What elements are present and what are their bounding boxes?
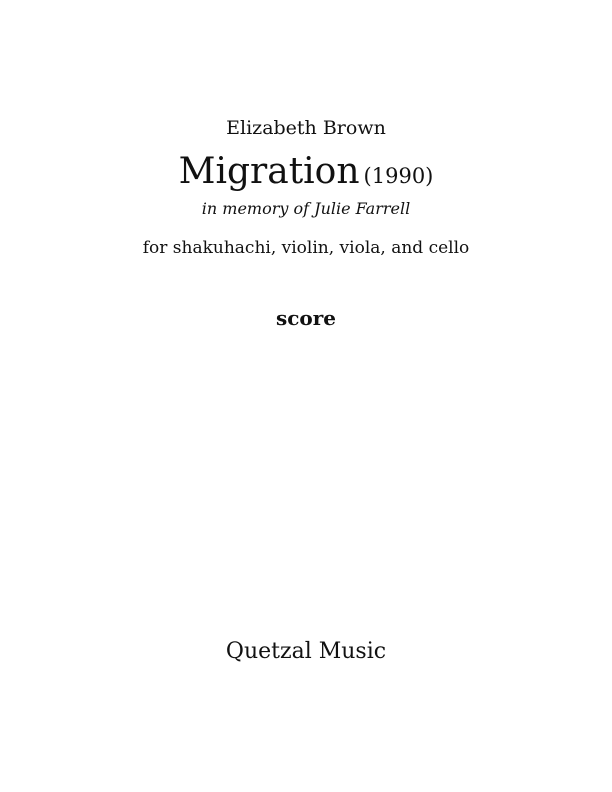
- work-title: Migration: [178, 151, 360, 192]
- work-year: (1990): [363, 164, 434, 188]
- instrumentation: for shakuhachi, violin, viola, and cello: [142, 238, 470, 258]
- composer-name: Elizabeth Brown: [226, 117, 386, 139]
- dedication: in memory of Julie Farrell: [201, 199, 411, 218]
- document-type-label: score: [275, 306, 337, 330]
- title-line: [0, 150, 612, 200]
- publisher-name: Quetzal Music: [225, 639, 387, 664]
